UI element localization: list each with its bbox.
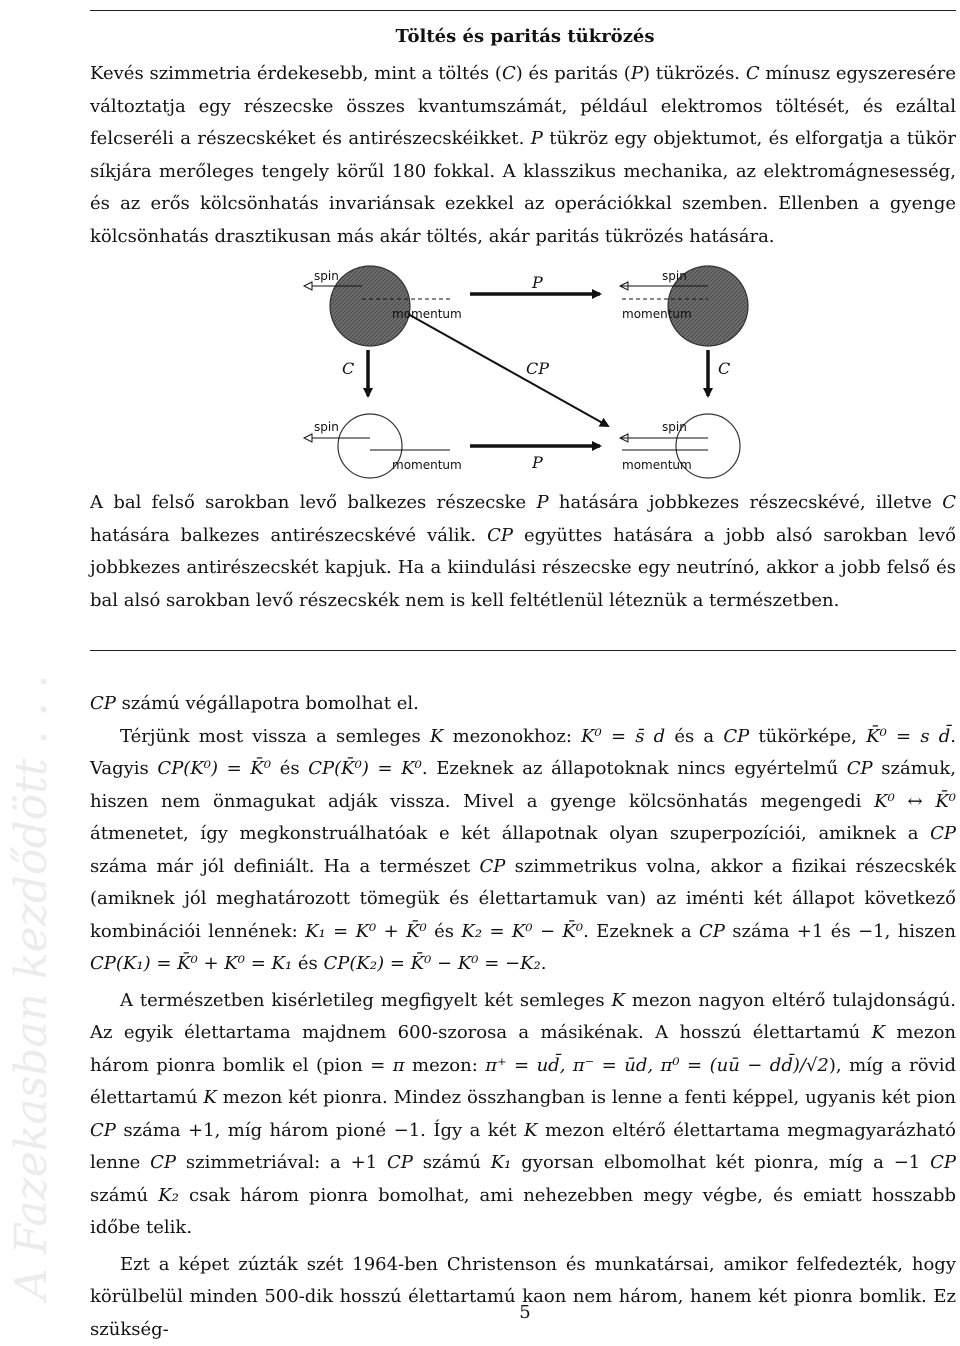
watermark: A Fazekasban kezdődött . . . bbox=[6, 675, 57, 1300]
cp-arrow-diagonal bbox=[408, 314, 608, 426]
c-label-left: C bbox=[342, 359, 354, 378]
paragraph-kaon-lifetimes: A természetben kisérletileg megfigyelt két semleges K mezon nagyon eltérő tulajdonságú. Az egyik élettartama majdnem 600-szorosa a másikénak. A hosszú élettartamú K mezon három pionra bomlik el (pion = π mezon: π⁺ = ud̄, π⁻ = ūd, π⁰ = (uū − dd̄)/√2), míg a rövid élettartamú K mezon két pionra. Mindez összhangban is lenne a fenti képpel, ugyanis két pion CP száma +1, míg három pioné −1. Így a két K mezon eltérő élettartama megmagyarázható lenne CP szimmetriával: a +1 CP számú K₁ gyorsan elbomolhat két pionra, míg a −1 CP számú K₂ csak három pionra bomolhat, ami nehezebben megy végbe, és emiatt hosszabb időbe telik. bbox=[90, 985, 956, 1245]
spin-label: spin bbox=[662, 420, 687, 434]
intro-paragraph: Kevés szimmetria érdekesebb, mint a töltés (C) és paritás (P) tükrözés. C mínusz egyszeresére változtatja egy részecske összes kvantumszámát, például elektromos töltését, és ezáltal felcseréli a részecskéket és antirészecskéikket. P tükröz egy objektumot, és elforgatja a tükör síkjára merőleges tengely körűl 180 fokkal. A klasszikus mechanika, az elektromágnesesség, és az erős kölcsönhatás invariánsak ezekkel az operációkkal szemben. Ellenben a gyenge kölcsönhatás drasztikusan más akár töltés, akár paritás tükrözés hatására. bbox=[90, 58, 956, 253]
spin-arrow-head-top-left bbox=[304, 282, 312, 290]
top-rule bbox=[90, 10, 956, 11]
page-number: 5 bbox=[0, 1302, 960, 1323]
cp-symmetry-diagram bbox=[270, 258, 750, 484]
particle-top-left bbox=[330, 266, 410, 346]
spin-arrow-head-bottom-left bbox=[304, 434, 312, 442]
p-label-bottom: P bbox=[531, 453, 543, 472]
main-text bbox=[90, 688, 956, 1346]
spin-label: spin bbox=[662, 269, 687, 283]
diagram-caption: A bal felső sarokban levő balkezes részecske P hatására jobbkezes részecskévé, illetve C hatására balkezes antirészecskévé válik. CP együttes hatására a jobb alsó sarokban levő jobbkezes antirészecskét kapjuk. Ha a kiindulási részecske egy neutrínó, akkor a jobb felső és bal alsó sarokban levő részecskék nem is kell feltétlenül léteznük a természetben. bbox=[90, 487, 956, 617]
separator-rule bbox=[90, 650, 956, 651]
momentum-label: momentum bbox=[622, 458, 692, 472]
momentum-label: momentum bbox=[392, 307, 462, 321]
cp-label: CP bbox=[526, 359, 549, 378]
paragraph-christenson: Ezt a képet zúzták szét 1964-ben Christenson és munkatársai, amikor felfedezték, hogy körülbelül minden 500-dik hosszú élettartamú kaon nem három, hanem két pionra bomlik. Ez szükség- bbox=[90, 1249, 956, 1346]
momentum-label: momentum bbox=[392, 458, 462, 472]
paragraph-cp-final-state: CP számú végállapotra bomolhat el. bbox=[90, 688, 956, 721]
section-title: Töltés és paritás tükrözés bbox=[0, 26, 960, 47]
spin-label: spin bbox=[314, 420, 339, 434]
spin-label: spin bbox=[314, 269, 339, 283]
momentum-label: momentum bbox=[622, 307, 692, 321]
paragraph-neutral-kaons: Térjünk most vissza a semleges K mezonokhoz: K⁰ = s̄ d és a CP tükörképe, K̄⁰ = s d̄. Vagyis CP(K⁰) = K̄⁰ és CP(K̄⁰) = K⁰. Ezeknek az állapotoknak nincs egyértelmű CP számuk, hiszen nem önmagukat adják vissza. Mivel a gyenge kölcsönhatás megengedi K⁰ ↔ K̄⁰ átmenetet, így megkonstruálhatóak e két állapotnak olyan szuperpozíciói, amiknek a CP száma már jól definiált. Ha a természet CP szimmetrikus volna, akkor a fizikai részecskék (amiknek jól meghatározott tömegük és élettartamuk van) az iménti két állapot következő kombinációi lennének: K₁ = K⁰ + K̄⁰ és K₂ = K⁰ − K̄⁰. Ezeknek a CP száma +1 és −1, hiszen CP(K₁) = K̄⁰ + K⁰ = K₁ és CP(K₂) = K̄⁰ − K⁰ = −K₂. bbox=[90, 721, 956, 981]
c-label-right: C bbox=[718, 359, 730, 378]
p-label-top: P bbox=[531, 273, 543, 292]
